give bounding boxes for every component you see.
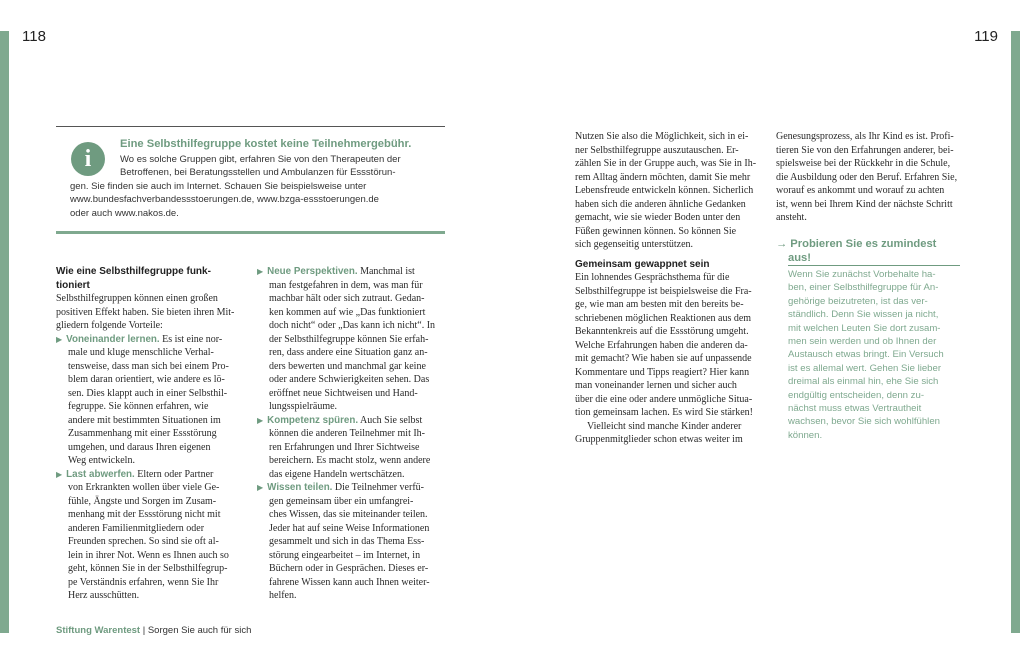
- column-1: [56, 265, 234, 603]
- text-line: ist, wenn bei Ihrem Kind der nächste Schritt: [776, 198, 953, 210]
- text-line: andere mit bestimmten Situationen im: [68, 414, 221, 426]
- tip-title-line: aus!: [788, 252, 812, 264]
- text-line: Herz ausschütten.: [68, 590, 140, 601]
- text-line: positiven Effekt haben. Sie bieten ihren Mit-: [56, 306, 235, 318]
- info-box-text: [70, 153, 415, 220]
- text-line: Weg entwickeln.: [68, 455, 135, 466]
- tip-text: [788, 268, 944, 442]
- text-line: gen gemeinsam über ein umfangrei-: [269, 495, 414, 507]
- text-line: ders bewerten und manchmal gar keine: [269, 360, 426, 372]
- tip-line: gehörige beizutreten, ist das ver-: [788, 295, 928, 307]
- text-line: tion gemeinsam lachen. Es wird Sie stärken!: [575, 407, 754, 418]
- left-page-edge-bar: [0, 31, 9, 633]
- section-heading-line: tioniert: [56, 279, 90, 291]
- text-line: man voneinander lernen und sicher auch: [575, 380, 737, 391]
- text-line: Ein lohnendes Gesprächsthema für die: [575, 272, 730, 283]
- text-line: anderen Familienmitgliedern oder: [68, 522, 205, 534]
- bullet-keyword: Wissen teilen.: [267, 482, 333, 493]
- tip-line: wachsen, bevor Sie sich wohlfühlen: [788, 416, 940, 428]
- text-line: ren Erfahrungen und Ihrer Sichtweise: [269, 441, 420, 453]
- text-line: man festgefahren in dem, was man für: [269, 279, 423, 291]
- section-heading-line: Wie eine Selbsthilfegruppe funk-: [56, 266, 211, 277]
- info-box-top-rule: [56, 126, 445, 127]
- text-line: spielsweise bei der Rückkehr in die Schule,: [776, 158, 951, 169]
- bullet-text: Manchmal ist: [357, 266, 415, 277]
- text-line: Lebensfreude entwickeln können. Sicherlich: [575, 185, 754, 196]
- text-line: das eigene Handeln wertschätzen.: [269, 468, 405, 480]
- text-line: geht, können Sie in der Selbsthilfegrup-: [68, 563, 228, 574]
- page-number-left: 118: [22, 28, 46, 45]
- text-line: umgehen, und daraus Ihren eigenen: [68, 441, 211, 453]
- text-line: schriebenen möglichen Reaktionen aus dem: [575, 312, 752, 324]
- section-heading: Gemeinsam gewappnet sein: [575, 258, 710, 270]
- tip-line: Austausch etwas bringt. Ein Versuch: [788, 349, 944, 361]
- text-line: ansteht.: [776, 212, 807, 223]
- bullet-triangle-icon: ▶: [257, 483, 264, 492]
- text-line: tieren Sie von den Erfahrungen anderer, bei-: [776, 144, 954, 156]
- footer-separator: |: [140, 625, 148, 636]
- column-2: [257, 265, 435, 603]
- bullet-keyword: Kompetenz spüren.: [267, 414, 359, 426]
- text-line: tensweise, dass man sich bei einem Pro-: [68, 360, 229, 372]
- text-line: male und kluge menschliche Verhal-: [68, 347, 214, 358]
- tip-line: dreimal als einmal hin, ehe Sie sich: [788, 376, 939, 388]
- bullet-keyword: Neue Perspektiven.: [267, 266, 358, 277]
- text-line: ches Wissen, das sie miteinander teilen.: [269, 509, 428, 520]
- text-line: fühle, Ängste und Sorgen im Zusam-: [68, 495, 217, 507]
- text-line: ge, wie man am besten mit den bereits be-: [575, 299, 744, 310]
- info-box-bottom-rule: [56, 231, 445, 234]
- text-line: mit gemacht? Wie haben sie auf unpassende: [575, 353, 752, 364]
- text-line: machbar hält oder sich zutraut. Gedan-: [269, 293, 425, 304]
- text-line: menhang mit der Essstörung nicht mit: [68, 509, 221, 520]
- text-line: ner Selbsthilfegruppe auszutauschen. Er-: [575, 144, 739, 156]
- text-line: sich gegenseitig unterstützen.: [575, 239, 694, 250]
- bullet-keyword: Voneinander lernen.: [66, 333, 160, 345]
- text-line: ken kommen auf wie „Das funktioniert: [269, 306, 426, 318]
- column-3: [575, 130, 756, 447]
- text-line: Welche Erfahrungen haben die anderen da-: [575, 339, 748, 351]
- tip-title: [776, 237, 936, 265]
- text-line: der Selbsthilfegruppe können Sie erfah-: [269, 333, 429, 345]
- bullet-keyword: Last abwerfen.: [66, 468, 135, 480]
- text-line: sen. Dies klappt auch in einer Selbsthil-: [68, 387, 228, 399]
- page-footer: [56, 625, 251, 636]
- footer-title: Sorgen Sie auch für sich: [147, 625, 252, 636]
- tip-line: ständlich. Denn Sie wissen ja nicht,: [788, 309, 939, 321]
- info-line: oder auch www.nakos.de.: [70, 207, 179, 219]
- info-line: Wo es solche Gruppen gibt, erfahren Sie von den Therapeuten der: [120, 154, 401, 165]
- text-line: Gruppenmitglieder schon etwas weiter im: [575, 434, 743, 445]
- text-line: Kommentare und Tipps reagiert? Hier kann: [575, 366, 750, 378]
- text-line: doch nicht“ oder „Das kann ich nicht“. In: [269, 320, 436, 331]
- bullet-triangle-icon: ▶: [257, 415, 264, 425]
- bullet-triangle-icon: ▶: [56, 469, 63, 479]
- text-line: Jeder hat auf seine Weise Informationen: [269, 522, 430, 534]
- bullet-triangle-icon: ▶: [257, 267, 264, 276]
- text-line: fegruppe. Sie können erfahren, wie: [68, 401, 209, 412]
- text-line: eröffnet neue Sichtweisen und Hand-: [269, 387, 418, 399]
- text-line: rem Alltag ändern möchten, damit Sie mehr: [575, 171, 751, 183]
- right-page-edge-bar: [1011, 31, 1020, 633]
- text-line: lein in ihrer Not. Wenn es Ihnen auch so: [68, 549, 229, 561]
- tip-line: endgültig entscheiden, denn zu-: [788, 389, 925, 401]
- text-line: Bekanntenkreis auf die Essstörung umgeht.: [575, 326, 749, 337]
- bullet-text: Es ist eine nor-: [159, 333, 223, 345]
- text-line: über die eine oder andere unmögliche Situa-: [575, 393, 753, 405]
- text-line: störung eingearbeitet – im Internet, in: [269, 549, 421, 561]
- tip-title-text: Probieren Sie es zumindest: [790, 238, 937, 250]
- tip-line: mit welchen Leuten Sie dort zusam-: [788, 322, 941, 334]
- text-line: Selbsthilfegruppe ist beispielsweise die Fra-: [575, 285, 752, 297]
- text-line: Füßen gewinnen können. So können Sie: [575, 225, 737, 237]
- tip-line: ben, einer Selbsthilfegruppe für An-: [788, 282, 939, 294]
- text-line: lungsspielräume.: [269, 401, 338, 412]
- info-box: [56, 126, 445, 234]
- text-line: Büchern oder in Gesprächen. Dieses er-: [269, 563, 429, 574]
- info-icon: i: [71, 142, 105, 176]
- bullet-last-abwerfen: [56, 468, 234, 482]
- text-line: gesammelt und sich in das Thema Ess-: [269, 536, 425, 547]
- text-line: Vielleicht sind manche Kinder anderer: [587, 420, 742, 432]
- text-line: Nutzen Sie also die Möglichkeit, sich in ei-: [575, 131, 749, 142]
- tip-title-line: [776, 237, 936, 251]
- text-line: Freunden sprechen. So sind sie oft al-: [68, 536, 219, 547]
- bullet-text: Die Teilnehmer verfü-: [332, 482, 424, 493]
- footer-brand: Stiftung Warentest: [56, 625, 141, 636]
- column-4: [776, 130, 957, 225]
- arrow-right-icon: →: [776, 238, 788, 250]
- text-line: zählen Sie in der Gruppe auch, was Sie in Ih-: [575, 158, 757, 169]
- text-line: fahrene Wissen kann auch Ihnen weiter-: [269, 576, 430, 588]
- tip-rule: [788, 265, 960, 266]
- text-line: worauf es ankommt und worauf zu achten: [776, 185, 945, 196]
- bullet-voneinander-lernen: [56, 333, 234, 347]
- text-line: blem daran orientiert, wie andere es lö-: [68, 374, 225, 385]
- text-line: haben sich die anderen ähnliche Gedanken: [575, 198, 746, 210]
- tip-line: Wenn Sie zunächst Vorbehalte ha-: [788, 269, 936, 280]
- text-line: die Ausbildung oder den Beruf. Erfahren Sie,: [776, 171, 958, 183]
- bullet-triangle-icon: ▶: [56, 334, 63, 344]
- bullet-wissen-teilen: [257, 481, 435, 495]
- text-line: von Erkrankten wollen über viele Ge-: [68, 482, 220, 493]
- info-box-title: Eine Selbsthilfegruppe kostet keine Teilnehmergebühr.: [120, 138, 412, 150]
- text-line: Genesungsprozess, als Ihr Kind es ist. Profi-: [776, 131, 954, 142]
- text-line: pe Verständnis erfahren, wenn Sie Ihr: [68, 576, 219, 588]
- page-number-right: 119: [974, 28, 998, 45]
- text-line: oder andere Schwierigkeiten sehen. Das: [269, 374, 430, 385]
- bullet-text: Auch Sie selbst: [358, 414, 423, 426]
- tip-line: ist es allemal wert. Gehen Sie lieber: [788, 362, 942, 374]
- text-line: Zusammenhang mit einer Essstörung: [68, 428, 217, 439]
- bullet-neue-perspektiven: [257, 265, 435, 279]
- text-line: ren, dass andere eine Situation ganz an-: [269, 347, 428, 358]
- bullet-text: Eltern oder Partner: [134, 468, 214, 480]
- text-line: helfen.: [269, 590, 297, 601]
- bullet-kompetenz-spueren: [257, 414, 435, 428]
- text-line: gliedern folgende Vorteile:: [56, 320, 163, 331]
- tip-line: men sein werden und ob Ihnen der: [788, 336, 937, 348]
- info-line: gen. Sie finden sie auch im Internet. Schauen Sie beispielsweise unter: [70, 180, 367, 192]
- info-line: www.bundesfachverbandessstoerungen.de, www.bzga-essstoerungen.de: [70, 194, 379, 206]
- text-line: Selbsthilfegruppen können einen großen: [56, 293, 218, 304]
- text-line: können die anderen Teilnehmer mit Ih-: [269, 428, 426, 439]
- text-line: gemacht, wie sie wieder Boden unter den: [575, 212, 741, 223]
- tip-line: können.: [788, 429, 823, 441]
- info-line: Betroffenen, bei Beratungsstellen und Ambulanzen für Essstörun-: [120, 167, 396, 179]
- text-line: bereichern. Es macht stolz, wenn andere: [269, 455, 431, 466]
- tip-line: nächst muss etwas Vertrautheit: [788, 403, 922, 415]
